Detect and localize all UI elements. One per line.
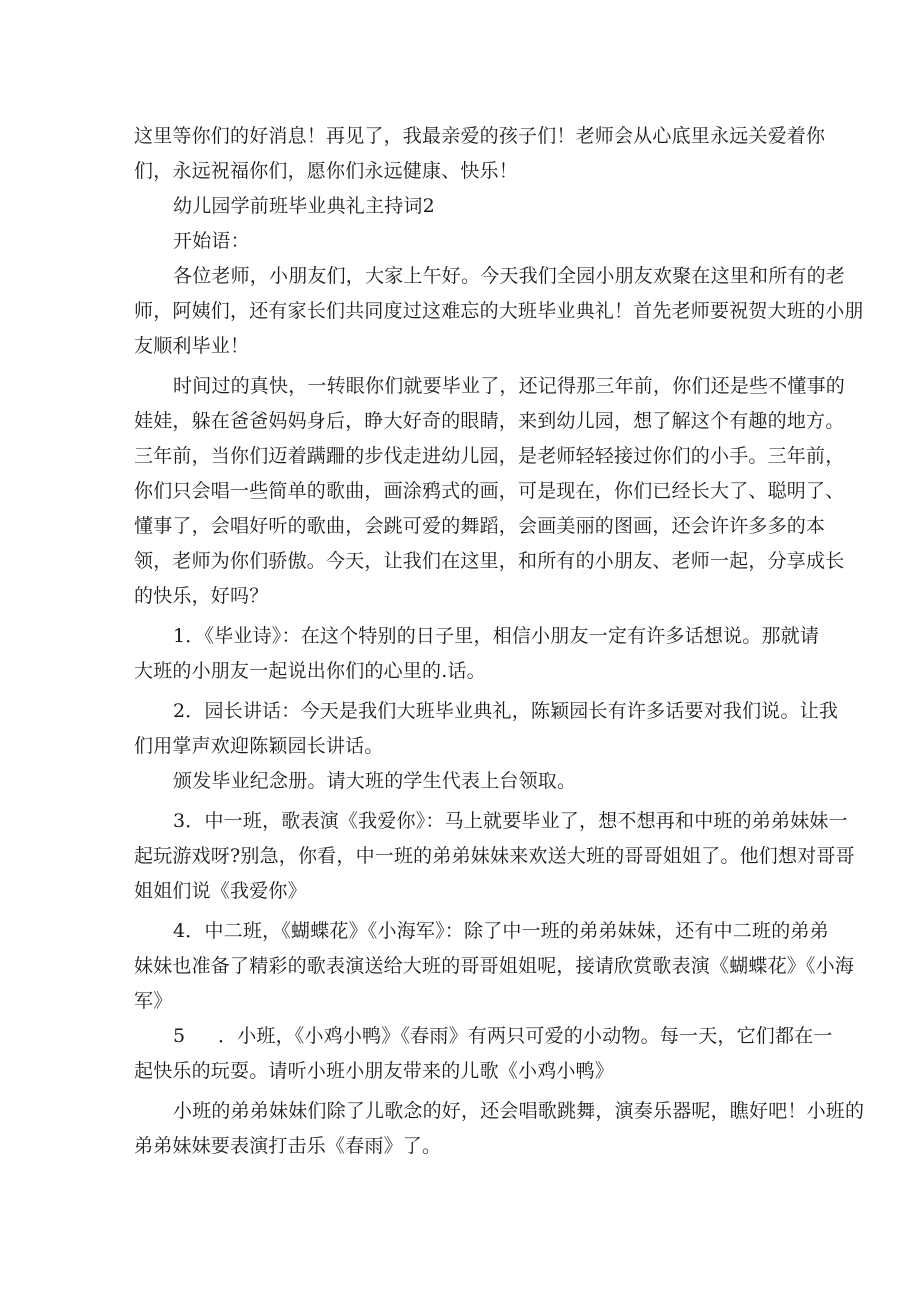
text-line: 起玩游戏呀?别急，你看，中一班的弟弟妹妹来欢送大班的哥哥姐姐了。他们想对哥哥: [134, 845, 855, 867]
list-item-line: 2．园长讲话：今天是我们大班毕业典礼，陈颖园长有许多话要对我们说。让我: [173, 700, 839, 722]
text-line: 弟弟妹妹要表演打击乐《春雨》了。: [134, 1135, 442, 1157]
text-line: 友顺利毕业！: [134, 335, 250, 357]
text-line: 三年前，当你们迈着蹒跚的步伐走进幼儿园，是老师轻轻接过你们的小手。三年前，: [134, 445, 845, 467]
text-line: 师，阿姨们，还有家长们共同度过这难忘的大班毕业典礼！首先老师要祝贺大班的小朋: [134, 300, 864, 322]
text-line: 大班的小朋友一起说出你们的心里的.话。: [134, 660, 486, 682]
list-item-line: 3．中一班，歌表演《我爱你》：马上就要毕业了，想不想再和中班的弟弟妹妹一: [173, 810, 848, 832]
text-line: 姐姐们说《我爱你》: [134, 880, 307, 902]
text-line: 们，永远祝福你们，愿你们永远健康、快乐！: [134, 160, 519, 182]
text-line: 各位老师，小朋友们，大家上午好。今天我们全园小朋友欢聚在这里和所有的老: [173, 265, 846, 287]
text-line: 军》: [134, 990, 173, 1012]
text-line: 颁发毕业纪念册。请大班的学生代表上台领取。: [173, 770, 577, 792]
text-line: 你们只会唱一些简单的歌曲，画涂鸦式的画，可是现在，你们已经长大了、聪明了、: [134, 480, 845, 502]
text-line: 小班的弟弟妹妹们除了儿歌念的好，还会唱歌跳舞，演奏乐器呢，瞧好吧！小班的: [173, 1100, 865, 1122]
list-item-line: 4．中二班，《蝴蝶花》《小海军》：除了中一班的弟弟妹妹，还有中二班的弟弟: [173, 920, 829, 942]
section-heading: 幼儿园学前班毕业典礼主持词2: [173, 195, 435, 217]
text-line: 懂事了，会唱好听的歌曲，会跳可爱的舞蹈，会画美丽的图画，还会许许多多的本: [134, 515, 826, 537]
text-line: 妹妹也准备了精彩的歌表演送给大班的哥哥姐姐呢，接请欣赏歌表演《蝴蝶花》《小海: [134, 955, 855, 977]
list-item-number: 5: [173, 1025, 186, 1047]
text-line: 起快乐的玩耍。请听小班小朋友带来的儿歌《小鸡小鸭》: [134, 1060, 615, 1082]
text-line: 领，老师为你们骄傲。今天，让我们在这里，和所有的小朋友、老师一起，分享成长: [134, 550, 845, 572]
text-line: 的快乐，好吗？: [134, 585, 269, 607]
text-line: 们用掌声欢迎陈颖园长讲话。: [134, 735, 384, 757]
list-item-line: 1．《毕业诗》：在这个特别的日子里，相信小朋友一定有许多话想说。那就请: [173, 625, 820, 647]
text-line: 这里等你们的好消息！再见了，我最亲爱的孩子们！老师会从心底里永远关爱着你: [134, 125, 826, 147]
text-line: 时间过的真快，一转眼你们就要毕业了，还记得那三年前，你们还是些不懂事的: [173, 375, 846, 397]
text-line: 开始语：: [173, 230, 250, 252]
list-item-line: ．小班，《小鸡小鸭》《春雨》有两只可爱的小动物。每一天，它们都在一: [218, 1025, 833, 1047]
text-line: 娃娃，躲在爸爸妈妈身后，睁大好奇的眼睛，来到幼儿园，想了解这个有趣的地方。: [134, 410, 845, 432]
